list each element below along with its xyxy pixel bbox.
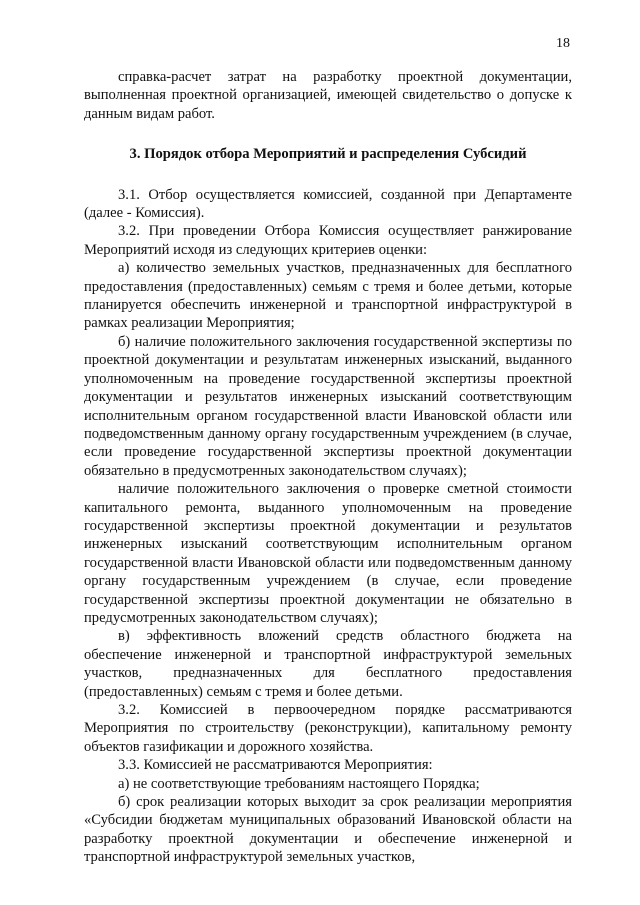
section-heading: 3. Порядок отбора Мероприятий и распределения Субсидий [129,146,527,163]
paragraph-3-3: 3.3. Комиссией не рассматриваются Мероприятия: [118,757,433,774]
intro-paragraph: справка-расчет затрат на разработку проектной документации, выполненная проектной организацией, имеющей свидетельство о допуске к данным видам работ. [84,69,572,122]
criterion-b-continued: наличие положительного заключения о проверке сметной стоимости капитального ремонта, выданного уполномоченным на проведение государственной экспертизы проектной документации и результатов инженерных изысканий соответствующим исполнительным органом государственной власти Ивановской области или подведомственным данному органу государственным учреждением (в случае, если проведение государственной экспертизы проектной документации не обязательно в предусмотренных законодательством случаях); [84,481,572,626]
page-number: 18 [556,36,570,51]
criterion-a: а) количество земельных участков, предназначенных для бесплатного предоставления (предоставленных) семьям с тремя и более детьми, которые планируется обеспечить инженерной и транспортной инфраструктурой в рамках реализации Мероприятия; [84,260,572,332]
criterion-c: в) эффективность вложений средств областного бюджета на обеспечение инженерной и транспортной инфраструктурой земельных участков, предназначенных для бесплатного предоставления (предоставленных) семьям с тремя и более детьми. [84,628,572,700]
paragraph-3-2: 3.2. При проведении Отбора Комиссия осуществляет ранжирование Мероприятий исходя из следующих критериев оценки: [84,223,572,258]
document-body [84,68,572,867]
criterion-b: б) наличие положительного заключения государственной экспертизы по проектной документации и результатам инженерных изысканий, выданного уполномоченным на проведение государственной экспертизы проектной документации и результатов инженерных изысканий соответствующим исполнительным органом государственной власти Ивановской области или подведомственным данному органу государственным учреждением (в случае, если проведение государственной экспертизы проектной документации обязательно в предусмотренных законодательством случаях); [84,333,572,479]
exclusion-a: а) не соответствующие требованиям настоящего Порядка; [118,775,480,792]
paragraph-3-1: 3.1. Отбор осуществляется комиссией, созданной при Департаменте (далее - Комиссия). [84,186,572,222]
exclusion-b: б) срок реализации которых выходит за срок реализации мероприятия «Субсидии бюджетам муниципальных образований Ивановской области на разработку проектной документации и обеспечение инженерной и транспортной инфраструктурой земельных участков, [84,794,572,866]
paragraph-3-2-priority: 3.2. Комиссией в первоочередном порядке рассматриваются Мероприятия по строительству (реконструкции), капитальному ремонту объектов газификации и дорожного хозяйства. [84,702,572,755]
